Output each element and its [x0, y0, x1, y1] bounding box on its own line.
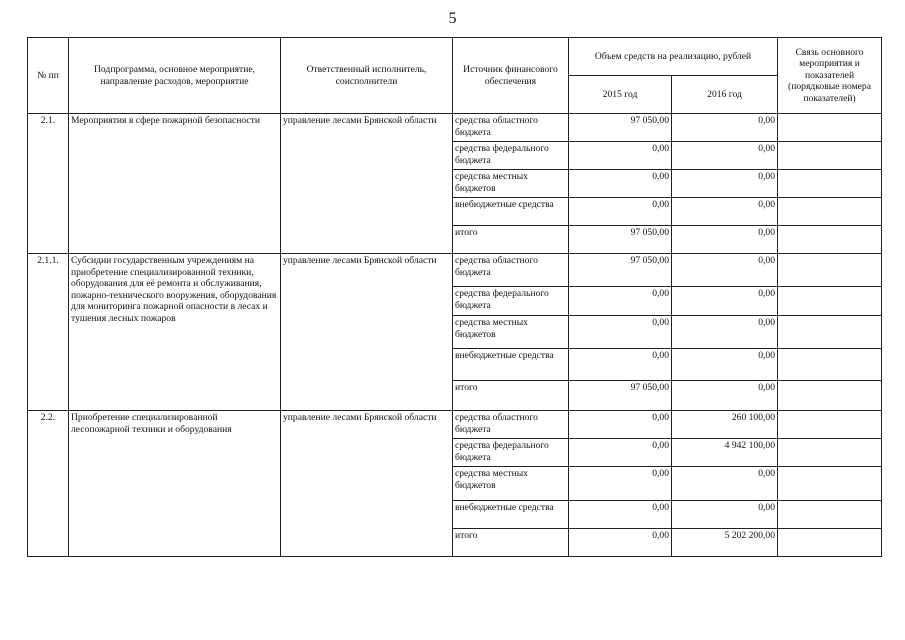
- header-year-2016: 2016 год: [672, 76, 778, 114]
- value-2015: 0,00: [569, 287, 672, 316]
- value-2015: 0,00: [569, 411, 672, 439]
- link-cell: [778, 381, 882, 411]
- table-row: [28, 411, 882, 439]
- table-row: [28, 254, 882, 287]
- header-program: Подпрограмма, основное мероприятие, направление расходов, мероприятие: [69, 38, 281, 114]
- page-number: 5: [448, 10, 457, 27]
- value-2016: 0,00: [672, 349, 778, 381]
- value-2016: 0,00: [672, 316, 778, 349]
- total-2016: 0,00: [672, 226, 778, 254]
- value-2015: 97 050,00: [569, 254, 672, 287]
- value-2016: 0,00: [672, 287, 778, 316]
- budget-table: [27, 37, 882, 557]
- header-source: Источник финансового обеспечения: [453, 38, 569, 114]
- link-cell: [778, 114, 882, 142]
- link-cell: [778, 411, 882, 439]
- value-2015: 0,00: [569, 467, 672, 501]
- value-2015: 0,00: [569, 142, 672, 170]
- total-2015: 97 050,00: [569, 381, 672, 411]
- value-2015: 0,00: [569, 501, 672, 529]
- value-2016: 0,00: [672, 198, 778, 226]
- source-cell: средства областного бюджета: [453, 411, 569, 439]
- link-cell: [778, 142, 882, 170]
- header-link: Связь основного мероприятия и показателей (порядковые номера показателей): [778, 38, 882, 114]
- source-cell: средства областного бюджета: [453, 254, 569, 287]
- total-2015: 0,00: [569, 529, 672, 557]
- value-2016: 0,00: [672, 501, 778, 529]
- source-cell: внебюджетные средства: [453, 501, 569, 529]
- value-2015: 0,00: [569, 349, 672, 381]
- source-cell: внебюджетные средства: [453, 349, 569, 381]
- value-2016: 0,00: [672, 254, 778, 287]
- source-cell: средства федерального бюджета: [453, 142, 569, 170]
- source-cell: средства федерального бюджета: [453, 439, 569, 467]
- value-2015: 0,00: [569, 198, 672, 226]
- value-2015: 0,00: [569, 170, 672, 198]
- header-num: № пп: [28, 38, 69, 114]
- source-cell: средства местных бюджетов: [453, 467, 569, 501]
- link-cell: [778, 467, 882, 501]
- link-cell: [778, 349, 882, 381]
- executor-name: управление лесами Брянской области: [281, 254, 453, 411]
- source-cell: внебюджетные средства: [453, 198, 569, 226]
- total-label: итого: [453, 529, 569, 557]
- program-name: Приобретение специализированной лесопожарной техники и оборудования: [69, 411, 281, 557]
- row-number: 2.1.: [28, 114, 69, 254]
- link-cell: [778, 501, 882, 529]
- total-2016: 0,00: [672, 381, 778, 411]
- executor-name: управление лесами Брянской области: [281, 114, 453, 254]
- total-label: итого: [453, 381, 569, 411]
- total-2016: 5 202 200,00: [672, 529, 778, 557]
- program-name: Субсидии государственным учреждениям на приобретение специализированной техники, оборудования для её ремонта и обслуживания, пожарно-технического вооружения, оборудования для мониторинга пожарной опасности в лесах и тушения лесных пожаров: [69, 254, 281, 411]
- link-cell: [778, 529, 882, 557]
- executor-name: управление лесами Брянской области: [281, 411, 453, 557]
- link-cell: [778, 198, 882, 226]
- value-2015: 0,00: [569, 316, 672, 349]
- source-cell: средства местных бюджетов: [453, 316, 569, 349]
- header-volume: Объем средств на реализацию, рублей: [569, 38, 778, 76]
- row-number: 2.1.1.: [28, 254, 69, 411]
- source-cell: средства местных бюджетов: [453, 170, 569, 198]
- source-cell: средства областного бюджета: [453, 114, 569, 142]
- value-2016: 260 100,00: [672, 411, 778, 439]
- value-2016: 4 942 100,00: [672, 439, 778, 467]
- value-2016: 0,00: [672, 467, 778, 501]
- value-2016: 0,00: [672, 142, 778, 170]
- header-year-2015: 2015 год: [569, 76, 672, 114]
- value-2015: 97 050,00: [569, 114, 672, 142]
- source-cell: средства федерального бюджета: [453, 287, 569, 316]
- row-number: 2.2.: [28, 411, 69, 557]
- link-cell: [778, 170, 882, 198]
- total-label: итого: [453, 226, 569, 254]
- header-executor: Ответственный исполнитель, соисполнители: [281, 38, 453, 114]
- value-2015: 0,00: [569, 439, 672, 467]
- link-cell: [778, 316, 882, 349]
- link-cell: [778, 439, 882, 467]
- table-row: [28, 114, 882, 142]
- value-2016: 0,00: [672, 170, 778, 198]
- total-2015: 97 050,00: [569, 226, 672, 254]
- link-cell: [778, 254, 882, 287]
- value-2016: 0,00: [672, 114, 778, 142]
- program-name: Мероприятия в сфере пожарной безопасности: [69, 114, 281, 254]
- link-cell: [778, 226, 882, 254]
- link-cell: [778, 287, 882, 316]
